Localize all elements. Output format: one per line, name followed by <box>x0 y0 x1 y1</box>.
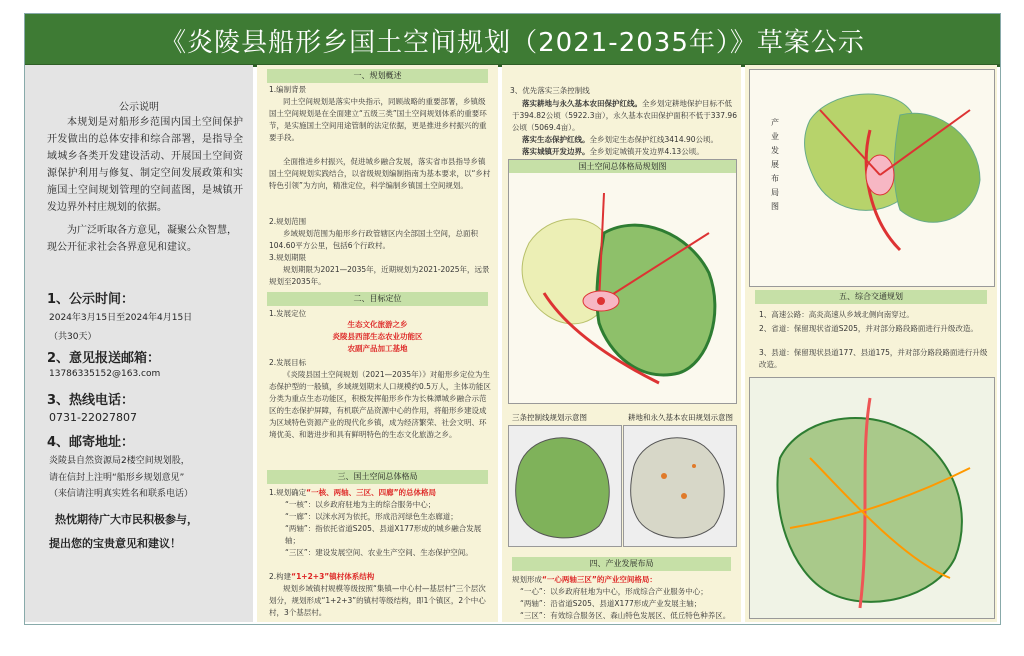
control-lines-map[interactable] <box>508 425 622 547</box>
title-banner <box>25 14 1000 67</box>
transport-county-road: 3、县道：保留现状县道177、县道175，并对部分路段路面进行升级改造。 <box>759 348 988 369</box>
farmland-drawing <box>624 426 736 546</box>
positioning-3: 农副产品加工基地 <box>347 344 408 353</box>
notice-paragraph-1: 本规划是对船形乡范围内国土空间保护开发做出的总体安排和综合部署，是指导全域城乡各类开发建设活动、开展国土空间资源保护利用与修复、制定空间发展政策和实施国土空间规划管理的空间蓝图，是城镇开发边界外村庄规划的依据。 <box>47 117 243 213</box>
industry-layout-map[interactable] <box>749 69 995 287</box>
address-heading: 4、邮寄地址： <box>47 435 135 450</box>
scope-text: 乡域规划范围为船形乡行政管辖区内全部国土空间，总面积104.60平方公里，包括6个行政村。 <box>269 229 478 250</box>
closing-line-2: 提出您的宝贵意见和建议！ <box>49 537 181 550</box>
transport-drawing <box>750 378 994 618</box>
transport-highway: 1、高速公路：高炎高速从乡域北侧向南穿过。 <box>759 310 914 319</box>
notice-paragraph-2: 为广泛听取各方意见，凝聚公众智慧，现公开征求社会各界意见和建议。 <box>47 225 237 253</box>
column-overview <box>257 65 498 622</box>
column-industry-transport <box>745 65 997 622</box>
positioning-1: 生态文化旅游之乡 <box>347 320 408 329</box>
background-text-2: 全面推进乡村振兴，促进城乡融合发展，落实省市县指导乡镇国土空间规划实践结合，以省级规划编制指南为基本要求，以“乡村特色引领”为方向，精准定位，科学编制乡镇国土空间规划。 <box>269 157 491 190</box>
period-text: 规划期限为2021—2035年，近期规划为2021-2025年，远景规划至2035年。 <box>269 265 490 286</box>
town-line: 落实城镇开发边界。全乡划定城镇开发边界4.13公顷。 <box>522 147 704 156</box>
time-value: 2024年3月15日至2024年4月15日 <box>49 313 193 323</box>
notice-heading: 公示说明 <box>119 102 159 113</box>
industry-zones: “三区”：有效综合服务区、森山特色发展区、低丘特色种养区。 <box>520 611 731 620</box>
email-heading: 2、意见报送邮箱： <box>47 351 161 366</box>
layout-zones: “三区”：建设发展空间、农业生产空间、生态保护空间。 <box>285 548 473 557</box>
poster <box>24 13 1001 625</box>
layout-core: “一核”：以乡政府驻地为主的综合服务中心； <box>285 500 436 509</box>
address-line-3: （来信请注明真实姓名和联系电话） <box>49 489 194 499</box>
period-heading: 3.规划期限 <box>269 253 307 262</box>
control-lines-heading: 3、优先落实三条控制线 <box>510 86 590 95</box>
goal-heading: 2.发展目标 <box>269 358 307 367</box>
closing-line-1: 热忱期待广大市民积极参与， <box>55 513 198 526</box>
page-title: 《炎陵县船形乡国土空间规划（2021-2035年）》草案公示 <box>160 28 865 58</box>
industry-axes: “两轴”：沿省道S205、县道X177形成产业发展主轴； <box>520 599 702 608</box>
column-control-lines <box>502 65 741 622</box>
address-line-2: 请在信封上注明“船形乡规划意见” <box>49 473 185 483</box>
scope-heading: 2.规划范围 <box>269 217 307 226</box>
layout-axes: “两轴”：指依托省道S205、县道X177形成的城乡融合发展轴； <box>285 524 482 545</box>
section-overview-header: 一、规划概述 <box>267 69 488 83</box>
days-value: （共30天） <box>49 332 97 342</box>
industry-layout-vertical-title: 产业发展布局图 <box>771 118 779 211</box>
layout-heading: 1.规划确定“一核、两轴、三区、四廊”的总体格局 <box>269 488 437 497</box>
farmland-caption: 耕地和永久基本农田规划示意图 <box>628 413 733 422</box>
notice-panel <box>25 65 253 622</box>
control-lines-drawing <box>509 426 621 546</box>
master-plan-title: 国土空间总体格局规划图 <box>509 160 736 173</box>
section-industry-header: 四、产业发展布局 <box>512 557 731 571</box>
section-transport-header: 五、综合交通规划 <box>755 290 987 304</box>
master-plan-map[interactable] <box>508 159 737 404</box>
address-line-1: 炎陵县自然资源局2楼空间规划股， <box>49 456 190 466</box>
master-plan-drawing <box>509 173 736 403</box>
farmland-line: 落实耕地与永久基本农田保护红线。全乡划定耕地保护目标不低于394.82公顷（5922.3亩），永久基本农田保护面积不低于337.96公顷（5069.4亩）。 <box>512 99 737 132</box>
system-heading: 2.构建“1+2+3”镇村体系结构 <box>269 572 375 581</box>
time-heading: 1、公示时间： <box>47 292 135 307</box>
industry-core: “一心”：以乡政府驻地为中心，形成综合产业服务中心； <box>520 587 708 596</box>
positioning-heading: 1.发展定位 <box>269 309 307 318</box>
farmland-map[interactable] <box>623 425 737 547</box>
control-lines-caption: 三条控制线规划示意图 <box>512 413 587 422</box>
section-goal-header: 二、目标定位 <box>267 292 488 306</box>
industry-heading: 规划形成“一心两轴三区”的产业空间格局： <box>512 575 657 584</box>
email-value[interactable]: 13786335152@163.com <box>49 369 161 379</box>
background-heading: 1.编制背景 <box>269 85 307 94</box>
layout-corridor: “一廊”：以洣水河为依托，形成沿河绿色生态廊道； <box>285 512 458 521</box>
goal-text: 《炎陵县国土空间规划（2021—2035年）》对船形乡定位为生态保护型的一般镇，乡域规划期末人口规模约0.5万人，主体功能区分类为重点生态功能区，积极发挥船形乡作为长株潭城乡融合示范区的生态保护屏障，有机联产品资源中心的作用，将船形乡建设成为区域特色资源产业的现代化乡镇，成为经济繁荣、社会文明、环境优美、和谐进步和具有鲜明特色的生态文化旅游之乡。 <box>269 370 491 439</box>
industry-layout-drawing <box>750 70 994 286</box>
background-text: 同土空间规划是落实中央指示，同顾战略的重要部署，乡镇级国土空间规划是在全面建立“五级三类”国土空间规划体系的重要环节，是实施国土空间用途管制的法定依据，更是推进乡村振兴的重要手段。 <box>269 97 487 142</box>
transport-provincial-road: 2、省道：保留现状省道S205，并对部分路段路面进行升级改造。 <box>759 324 978 333</box>
positioning-2: 炎陵县西部生态农业功能区 <box>332 332 423 341</box>
phone-heading: 3、热线电话： <box>47 393 135 408</box>
system-text: 规划乡域镇村规模等级按照“集镇—中心村—基层村”三个层次划分，规划形成“1+2+3”的镇村等级结构，即1个镇区，2个中心村，3个基层村。 <box>269 584 486 617</box>
section-layout-header: 三、国土空间总体格局 <box>267 470 488 484</box>
transport-map[interactable] <box>749 377 995 619</box>
eco-line: 落实生态保护红线。全乡划定生态保护红线3414.90公顷。 <box>522 135 719 144</box>
phone-value: 0731-22027807 <box>49 411 137 424</box>
